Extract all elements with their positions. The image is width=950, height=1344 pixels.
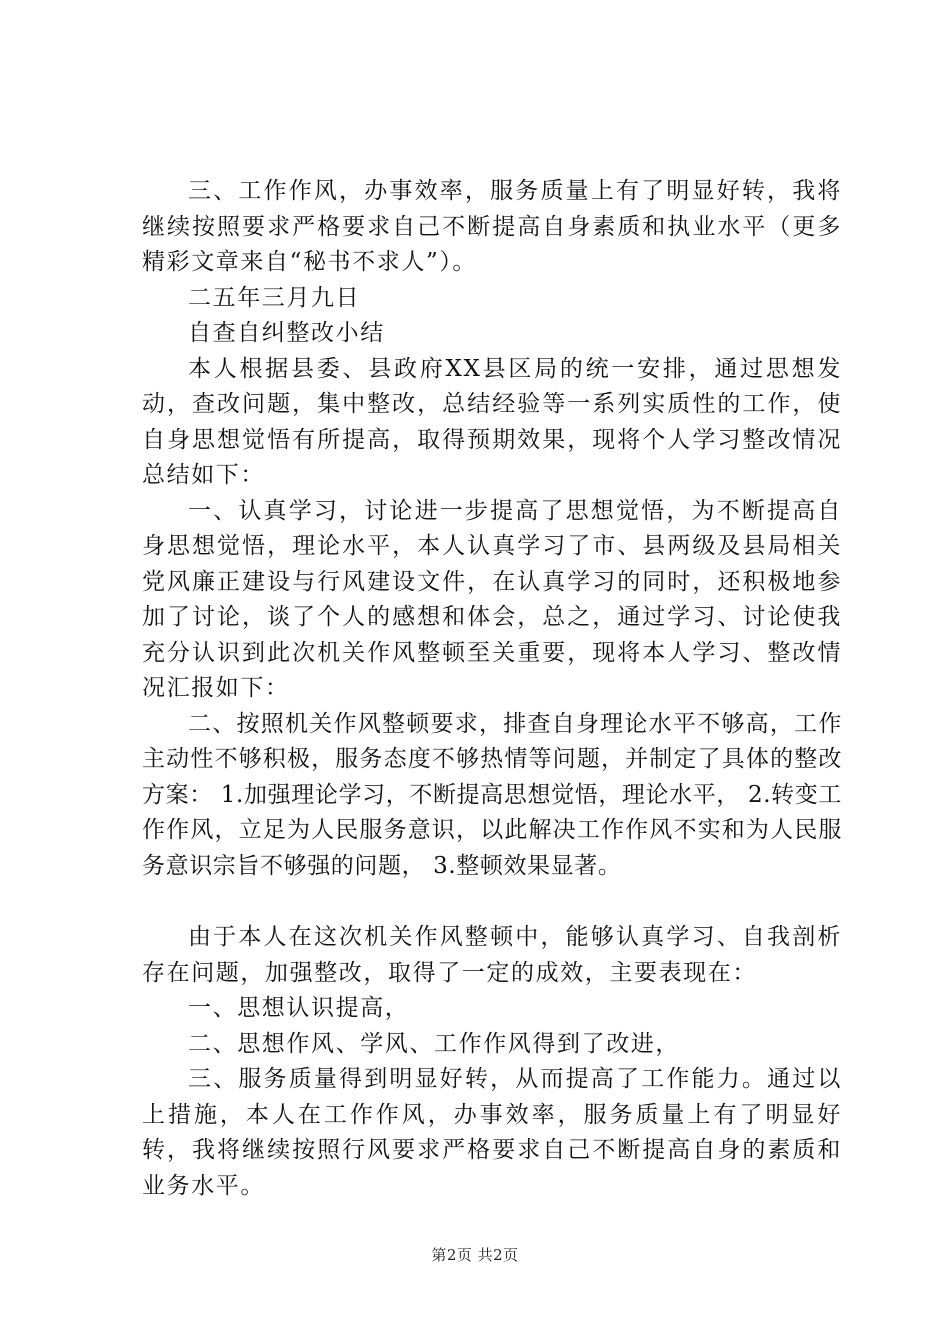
paragraph-result-item-1: 一、思想认识提高，	[188, 995, 410, 1021]
paragraph-rectification: 二、按照机关作风整顿要求，排查自身理论水平不够高，工作主动性不够积极，服务态度不够热情等问题，并制定了具体的整改方案： 1.加强理论学习，不断提高思想觉悟，理论水平， 2.转变工作作风，立足为人民服务意识，以此解决工作作风不实和为人民服务意识宗旨不够强的问题， 3.整顿效果显著。	[142, 710, 842, 879]
page-number-footer: 第2页 共2页	[431, 1246, 519, 1264]
document-body	[142, 174, 842, 1204]
paragraph-date: 二五年三月九日	[188, 284, 361, 311]
paragraph-result-item-2: 二、思想作风、学风、工作作风得到了改进，	[188, 1030, 680, 1057]
section-title: 自查自纠整改小结	[188, 320, 385, 346]
paragraph-result-item-3: 三、服务质量得到明显好转，从而提高了工作能力。通过以上措施，本人在工作作风，办事效率，服务质量上有了明显好转，我将继续按照行风要求严格要求自己不断提高自身的素质和业务水平。	[142, 1066, 842, 1199]
paragraph-study: 一、认真学习，讨论进一步提高了思想觉悟，为不断提高自身思想觉悟，理论水平，本人认真学习了市、县两级及县局相关党风廉正建设与行风建设文件，在认真学习的同时，还积极地参加了讨论，谈了个人的感想和体会，总之，通过学习、讨论使我充分认识到此次机关作风整顿至关重要，现将本人学习、整改情况汇报如下：	[142, 497, 842, 701]
paragraph-conclusion-item-3: 三、工作作风，办事效率，服务质量上有了明显好转，我将继续按照要求严格要求自己不断提高自身素质和执业水平（更多精彩文章来自“秘书不求人”）。	[142, 178, 842, 275]
paragraph-intro: 本人根据县委、县政府XX县区局的统一安排，通过思想发动，查改问题，集中整改，总结经验等一系列实质性的工作，使自身思想觉悟有所提高，取得预期效果，现将个人学习整改情况总结如下：	[142, 355, 842, 488]
paragraph-gap	[142, 884, 842, 920]
paragraph-results: 由于本人在这次机关作风整顿中，能够认真学习、自我剖析存在问题，加强整改，取得了一定的成效，主要表现在：	[142, 924, 842, 986]
